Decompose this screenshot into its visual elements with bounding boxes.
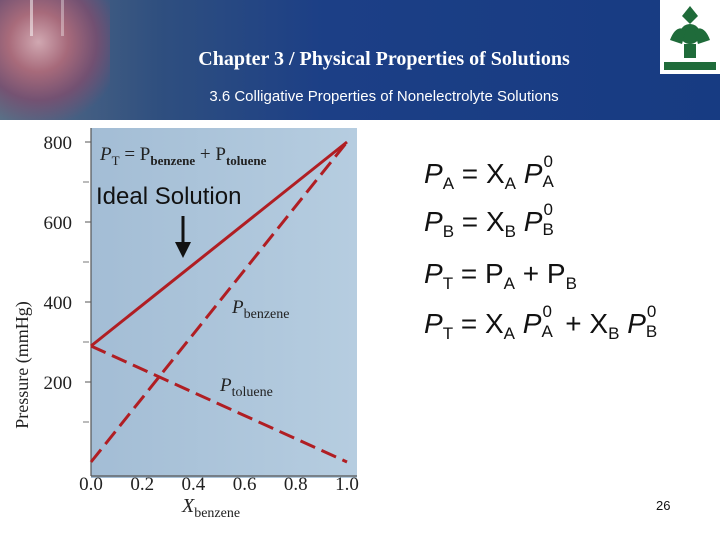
equation-pt-sum: $P_T = P_A + P_B$ xyxy=(424,258,577,293)
toluene-pressure-label: $P_{toluene}$ xyxy=(220,375,273,400)
y-tick-label: 800 xyxy=(43,133,72,154)
university-logo xyxy=(660,0,720,74)
y-tick-label: 600 xyxy=(43,213,72,234)
equation-pa: $P_A = X_A$ P 0 A xyxy=(424,152,554,193)
y-tick-label: 400 xyxy=(43,293,72,314)
slide-header xyxy=(0,0,720,120)
x-axis-label xyxy=(181,495,240,521)
x-tick-label: 1.0 xyxy=(335,474,359,495)
total-pressure-equation: $P_T = P_{benzene} + P_{toluene}$ xyxy=(100,144,267,168)
vapor-pressure-chart xyxy=(0,120,390,540)
x-tick-label: 0.8 xyxy=(283,474,308,495)
equation-pb: $P_B = X_B$ P 0 B xyxy=(424,200,554,241)
slide-title: Chapter 3 / Physical Properties of Solutions xyxy=(198,48,570,70)
slide-subtitle: 3.6 Colligative Properties of Nonelectrolyte Solutions xyxy=(209,88,559,105)
y-tick-label: 200 xyxy=(43,373,72,394)
y-axis-label: Pressure (mmHg) xyxy=(12,301,32,429)
x-tick-label: 0.2 xyxy=(130,474,155,495)
benzene-pressure-label: $P_{benzene}$ xyxy=(232,297,290,322)
x-tick-label: 0.6 xyxy=(232,474,257,495)
x-tick-label: 0.0 xyxy=(79,474,103,495)
ideal-solution-label: Ideal Solution xyxy=(96,183,242,210)
equation-pt-mole-fraction: $P_T = X_A$ P 0 A + $X_B$ P 0 B xyxy=(424,302,658,343)
plot-background xyxy=(91,128,357,478)
page-number: 26 xyxy=(656,498,671,513)
x-tick-label: 0.4 xyxy=(181,474,206,495)
x-axis-label-sub: benzene xyxy=(194,506,241,521)
x-axis-label-main: X xyxy=(182,495,195,517)
flask-neck xyxy=(30,0,64,36)
